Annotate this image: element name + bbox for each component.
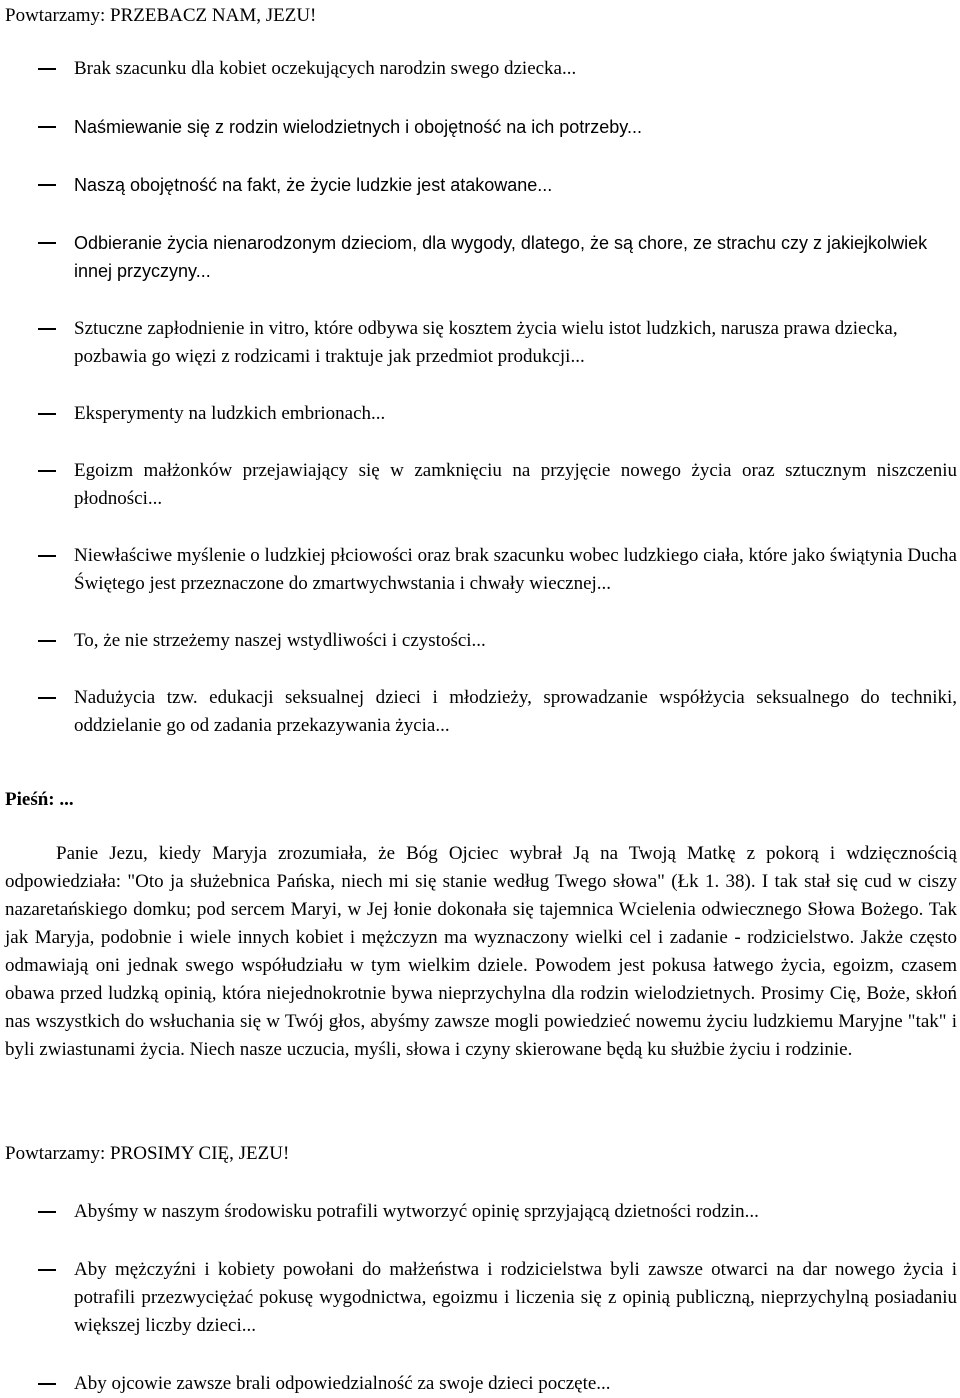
dash-bullet-icon (38, 555, 56, 557)
dash-bullet-icon (38, 1211, 56, 1213)
list-item (0, 457, 960, 513)
list-item-text: To, że nie strzeżemy naszej wstydliwości i czystości... (74, 630, 486, 651)
petition-list-forgive (0, 55, 960, 740)
list-item-text: Naszą obojętność na fakt, że życie ludzkie jest atakowane... (74, 175, 553, 195)
dash-bullet-icon (38, 640, 56, 642)
dash-bullet-icon (38, 328, 56, 330)
list-item (0, 55, 960, 83)
dash-bullet-icon (38, 697, 56, 699)
dash-bullet-icon (38, 1269, 56, 1271)
dash-bullet-icon (38, 68, 56, 70)
list-item (0, 542, 960, 598)
dash-bullet-icon (38, 126, 56, 128)
list-item (0, 1198, 960, 1226)
list-item-text: Odbieranie życia nienarodzonym dzieciom, dla wygody, dlatego, że są chore, ze strachu czy z jakiejkolwiek innej przyczyny... (74, 233, 928, 281)
list-item-text: Sztuczne zapłodnienie in vitro, które odbywa się kosztem życia wielu istot ludzkich, narusza prawa dziecka, pozbawia go więzi z rodzicami i traktuje jak przedmiot produkcji... (74, 318, 898, 367)
list-item (0, 400, 960, 428)
list-item (0, 113, 960, 141)
dash-bullet-icon (38, 184, 56, 186)
dash-bullet-icon (38, 470, 56, 472)
list-item-text: Niewłaściwe myślenie o ludzkiej płciowości oraz brak szacunku wobec ludzkiego ciała, które jako świątynia Ducha Świętego jest przeznaczone do zmartwychwstania i chwały wiecznej... (74, 545, 957, 594)
dash-bullet-icon (38, 242, 56, 244)
list-item-text: Eksperymenty na ludzkich embrionach... (74, 403, 386, 424)
section-heading-pray: Powtarzamy: PROSIMY CIĘ, JEZU! (5, 1143, 290, 1164)
list-item (0, 684, 960, 740)
list-item-text: Brak szacunku dla kobiet oczekujących narodzin swego dziecka... (74, 58, 577, 79)
list-item-text: Naśmiewanie się z rodzin wielodzietnych i obojętność na ich potrzeby... (74, 117, 642, 137)
dash-bullet-icon (38, 1383, 56, 1385)
list-item (0, 171, 960, 199)
list-item-text: Aby ojcowie zawsze brali odpowiedzialność za swoje dzieci poczęte... (74, 1373, 611, 1394)
list-item-text: Nadużycia tzw. edukacji seksualnej dzieci i młodzieży, sprowadzanie współżycia seksualnego do techniki, oddzielanie go od zadania przekazywania życia... (74, 687, 957, 736)
list-item (0, 627, 960, 655)
list-item-text: Aby mężczyźni i kobiety powołani do małżeństwa i rodzicielstwa byli zawsze otwarci na dar nowego życia i potrafili przezwyciężać pokusę wygodnictwa, egoizmu i liczenia się z opinią publiczną, nieprzychylną posiadaniu większej liczby dzieci... (74, 1259, 957, 1336)
list-item-text: Egoizm małżonków przejawiający się w zamknięciu na przyjęcie nowego życia oraz sztucznym niszczeniu płodności... (74, 460, 957, 509)
song-label: Pieśń: ... (5, 789, 74, 810)
dash-bullet-icon (38, 413, 56, 415)
petition-list-pray (0, 1198, 960, 1398)
reflection-paragraph: Panie Jezu, kiedy Maryja zrozumiała, że Bóg Ojciec wybrał Ją na Twoją Matkę z pokorą i wdzięcznością odpowiedziała: "Oto ja służebnica Pańska, niech mi się stanie według Twego słowa" (Łk 1. 38). I tak stał się cud w ciszy nazaretańskiego domku; pod sercem Maryi, w Jej łonie dokonała się tajemnica Wcielenia odwiecznego Słowa Bożego. Tak jak Maryja, podobnie i wiele innych kobiet i mężczyzn ma wyznaczony wielki cel i zadanie - rodzicielstwo. Jakże często odmawiają oni jednak swego współudziału w tym wielkim dziele. Powodem jest pokusa łatwego życia, egoizm, czasem obawa przed ludzką opinią, która niejednokrotnie bywa nieprzychylna dla rodzin wielodzietnych. Prosimy Cię, Boże, skłoń nas wszystkich do wsłuchania się w Twój głos, abyśmy zawsze mogli powiedzieć nowemu życiu ludzkiemu Maryjne "tak" i byli zwiastunami życia. Niech nasze uczucia, myśli, słowa i czyny skierowane będą ku służbie życiu i rodzinie. (5, 843, 957, 1060)
list-item (0, 315, 960, 371)
list-item (0, 229, 960, 285)
section-heading-forgive: Powtarzamy: PRZEBACZ NAM, JEZU! (5, 5, 317, 26)
list-item-text: Abyśmy w naszym środowisku potrafili wytworzyć opinię sprzyjającą dzietności rodzin... (74, 1201, 759, 1222)
list-item (0, 1256, 960, 1340)
